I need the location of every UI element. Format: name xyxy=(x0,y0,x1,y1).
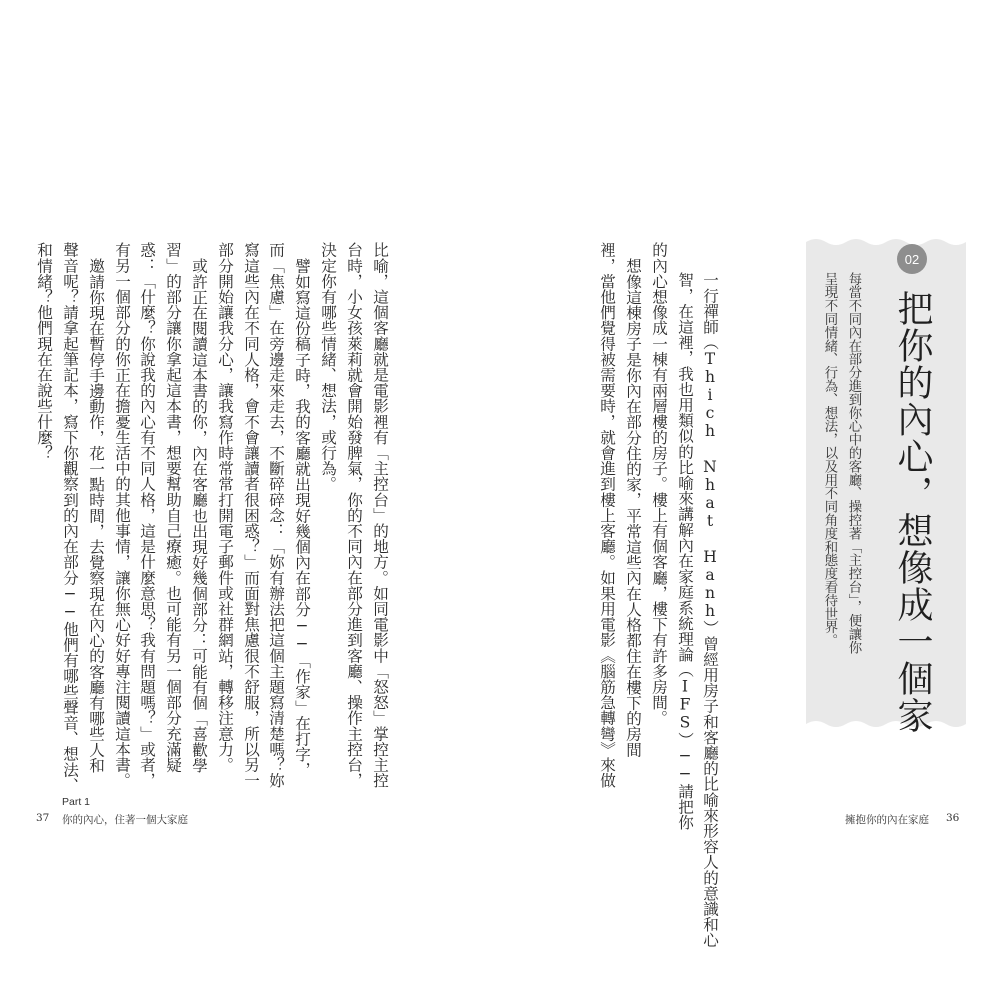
chapter-number-badge: 02 xyxy=(897,244,927,274)
left-page-body-line: 譬如寫這份稿子時，我的客廳就出現好幾個內在部分──「作家」在打字， xyxy=(293,258,311,778)
right-footer-title: 擁抱你的內在家庭 xyxy=(845,814,929,826)
chapter-title: 把你的內心，想像成一個家 xyxy=(892,290,933,734)
right-page-body-line: 的內心想像成一棟有兩層樓的房子。樓上有個客廳，樓下有許多房間。 xyxy=(650,242,668,726)
right-page-body-line: 裡，當他們覺得被需要時，就會進到樓上客廳。如果用電影《腦筋急轉彎》來做 xyxy=(598,242,616,788)
left-page-body-line: 有另一個部分的你正在擔憂生活中的其他事情，讓你無心好好專注閱讀這本書。 xyxy=(113,242,131,788)
left-page-body-line: 決定你有哪些情緒、想法，或行為。 xyxy=(319,242,337,492)
left-footer-part-label: Part 1 xyxy=(62,796,91,808)
left-page-body-line: 或許正在閱讀這本書的你，內在客廳也出現好幾個部分：可能有個「喜歡學 xyxy=(190,258,208,773)
left-page-body-line: 部分開始讓我分心，讓我寫作時常常打開電子郵件或社群網站，轉移注意力。 xyxy=(216,242,234,773)
chapter-summary-line: 呈現不同情緒、行為、想法，以及用不同角度和態度看待世界。 xyxy=(822,272,837,648)
right-page-body-line: 想像這棟房子是你內在部分住的家，平常這些內在人格都住在樓下的房間 xyxy=(624,258,642,758)
right-page-number: 36 xyxy=(946,812,960,824)
left-footer-title: 你的內心，住著一個大家庭 xyxy=(62,814,188,826)
left-page-body-line: 台時，小女孩萊莉就會開始發脾氣，你的不同內在部分進到客廳、操作主控台， xyxy=(345,242,363,788)
left-page-body-line: 聲音呢？請拿起筆記本，寫下你觀察到的內在部分──他們有哪些聲音、想法、 xyxy=(61,242,79,793)
left-page-body-line: 邀請你現在暫停手邊動作，花一點時間，去覺察現在內心的客廳有哪些人和 xyxy=(87,258,105,773)
left-page-body-line: 比喻，這個客廳就是電影裡有「主控台」的地方。如同電影中「怒怒」掌控主控 xyxy=(371,242,389,788)
left-page-number: 37 xyxy=(36,812,50,824)
chapter-summary-line: 每當不同內在部分進到你心中的客廳、操控著「主控台」，便讓你 xyxy=(846,272,861,654)
right-page-body-line: 智，在這裡，我也用類似的比喻來講解內在家庭系統理論（IFS）──請把你 xyxy=(676,272,694,830)
right-page-body-line: 一行禪師（Thich Nhat Hanh）曾經用房子和客廳的比喻來形容人的意識和心 xyxy=(701,272,719,948)
left-page-body-line: 習」的部分讓你拿起這本書，想要幫助自己療癒。也可能有另一個部分充滿疑 xyxy=(164,242,182,773)
left-page-body-line: 和情緒？他們現在在說些什麼？ xyxy=(35,242,53,461)
left-page-body-line: 而「焦慮」在旁邊走來走去，不斷碎碎念：「妳有辦法把這個主題寫清楚嗎？妳 xyxy=(267,242,285,788)
left-page-body-line: 惑：「什麼？你說我的內心有不同人格，這是什麼意思？我有問題嗎？」或者， xyxy=(138,242,156,788)
left-page-body-line: 寫這些內在不同人格，會不會讓讀者很困惑？」而面對焦慮很不舒服，所以另一 xyxy=(242,242,260,788)
